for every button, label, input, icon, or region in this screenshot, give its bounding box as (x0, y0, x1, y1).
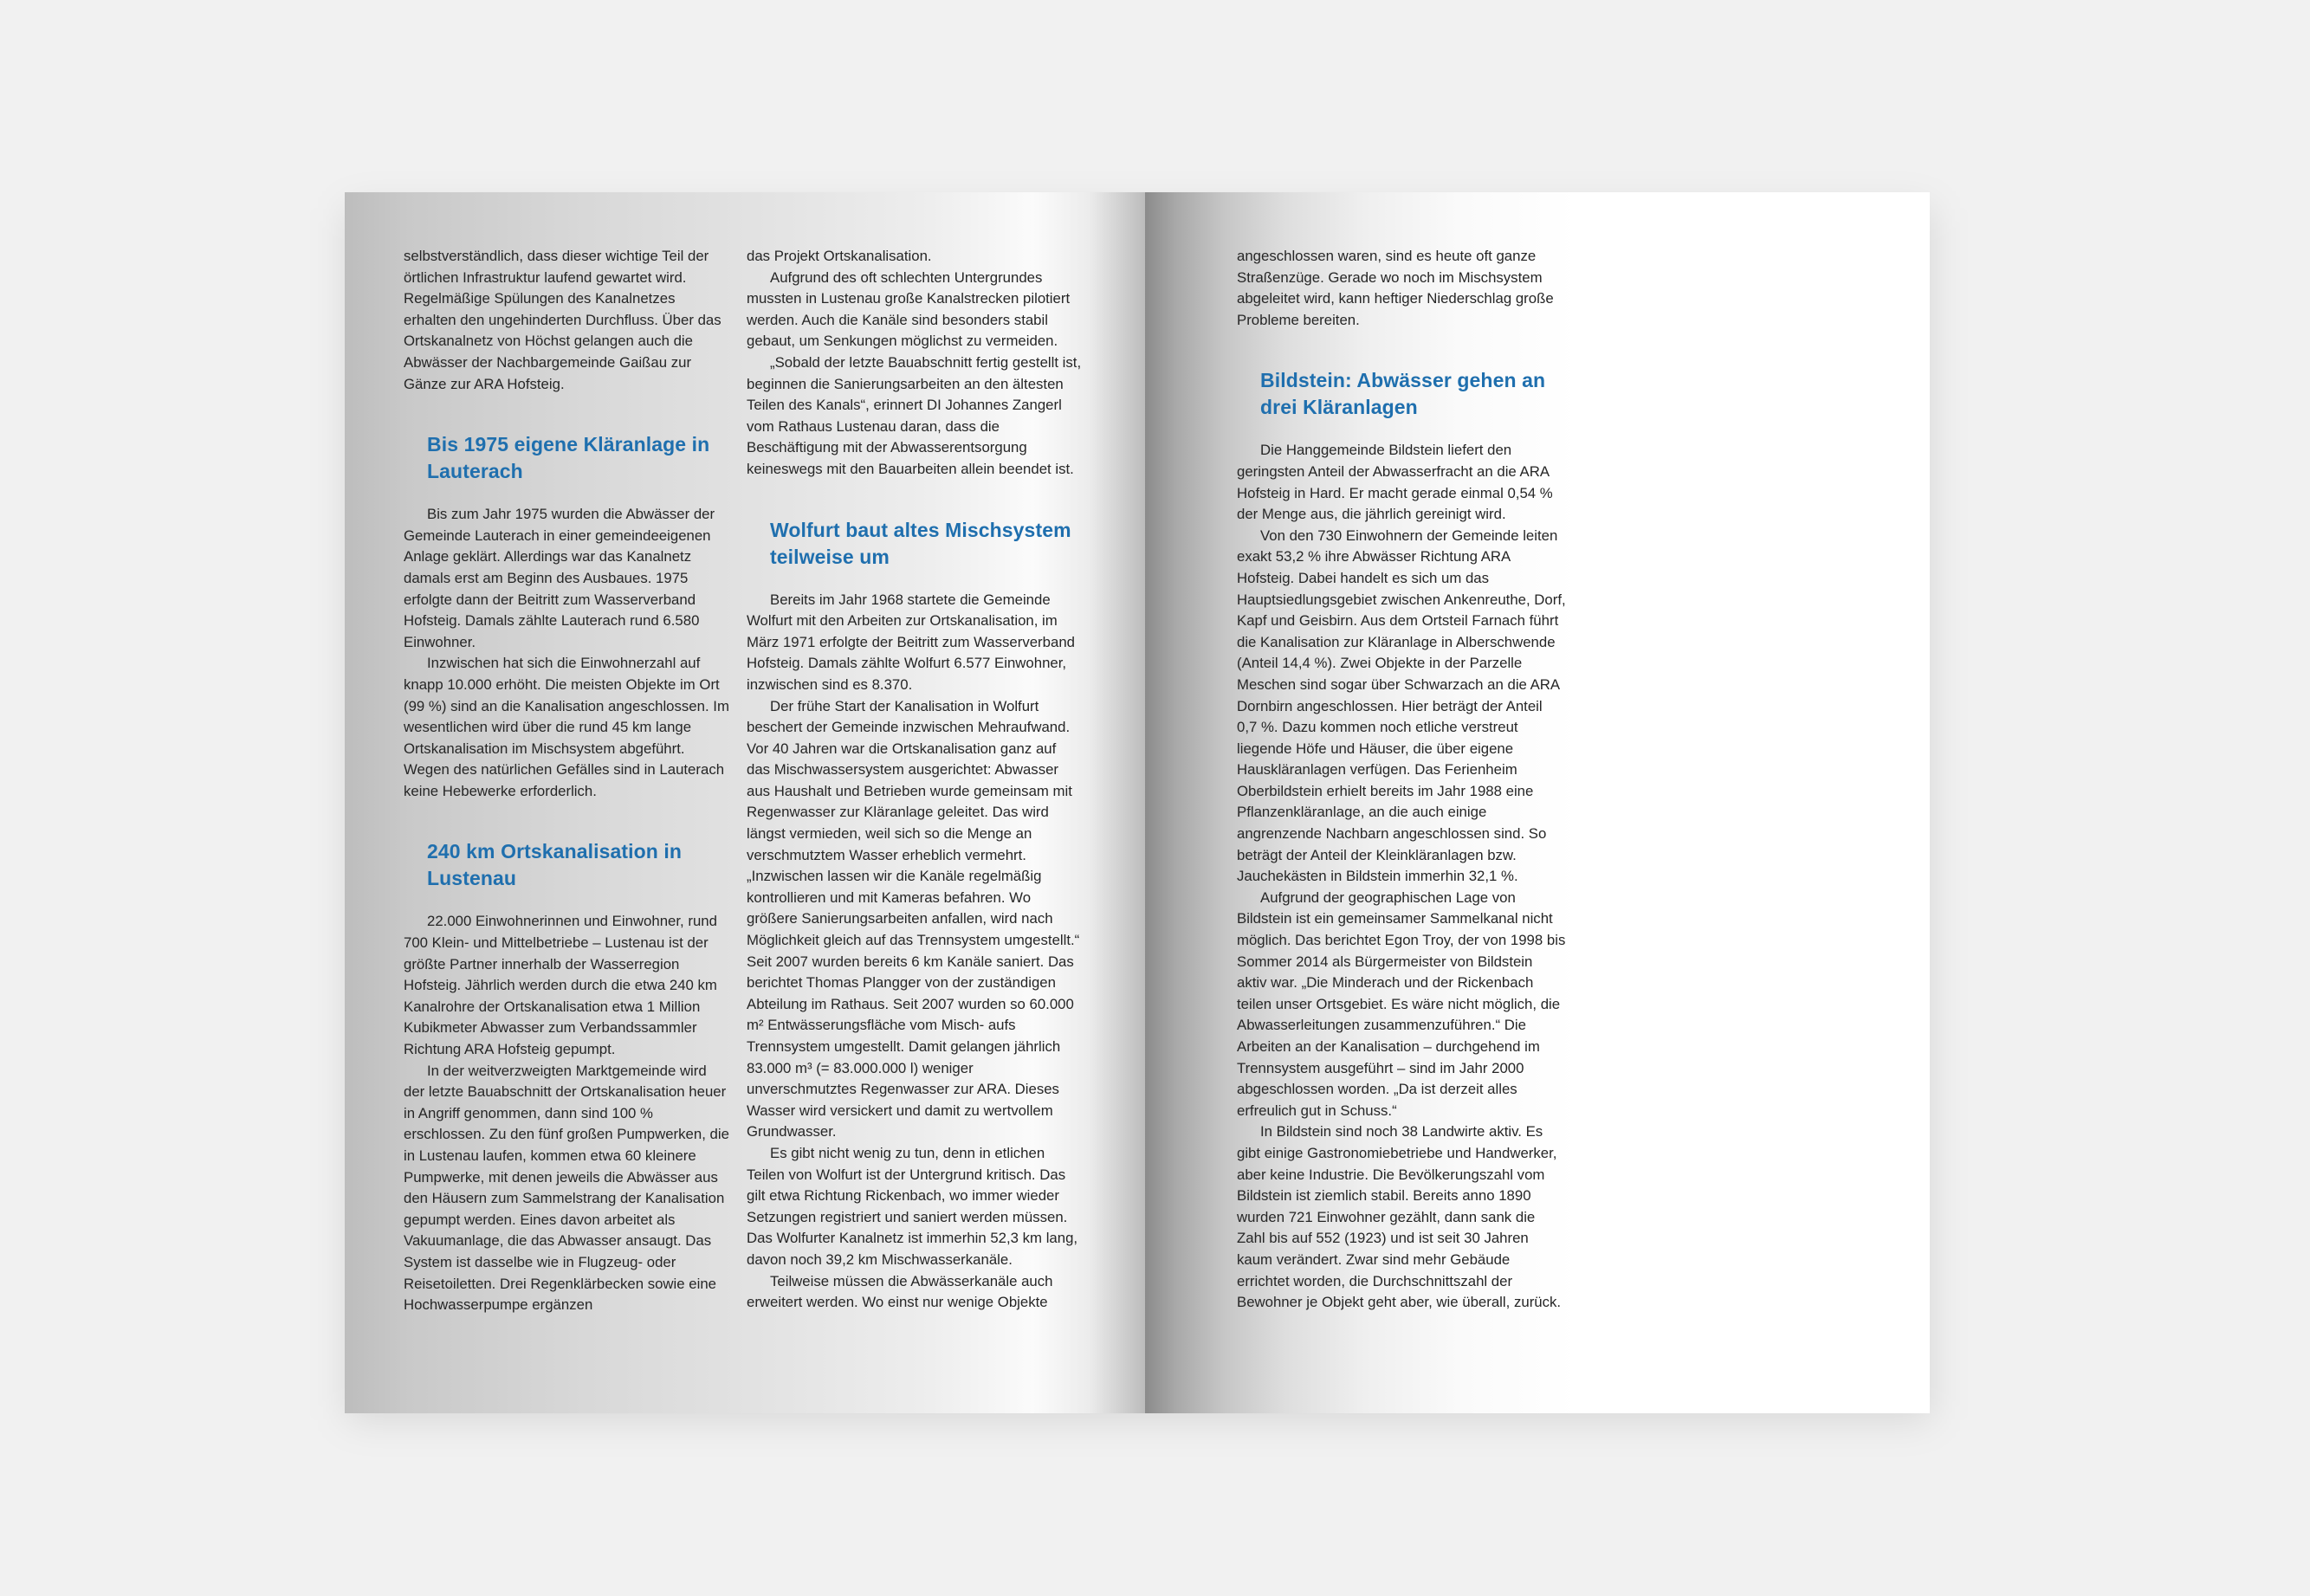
paragraph: Bereits im Jahr 1968 startete die Gemeinde Wolfurt mit den Arbeiten zur Ortskanalisation, im März 1971 erfolgte der Beitritt zum Wasserverband Hofsteig. Damals zählte Wolfurt 6.577 Einwohner, inzwischen sind es 8.370. (747, 591, 1075, 693)
left-page (345, 192, 1145, 1413)
heading-wolfurt: Wolfurt baut altes Mischsystem teilweise um (770, 518, 1071, 568)
paragraph: 22.000 Einwohnerinnen und Einwohner, rund 700 Klein- und Mittelbetriebe – Lustenau ist der größte Partner innerhalb der Wasserregion Hofsteig. Jährlich werden durch die etwa 240 km Kanalrohre der Ortskanalisation etwa 1 Million Kubikmeter Abwasser zum Verbandssammler Richtung ARA Hofsteig gepumpt. (404, 913, 717, 1058)
heading-lustenau: 240 km Ortskanalisation in Lustenau (427, 840, 683, 890)
paragraph: Der frühe Start der Kanalisation in Wolfurt beschert der Gemeinde inzwischen Mehraufwand. Vor 40 Jahren war die Ortskanalisation ganz auf das Mischwassersystem ausgerichtet: Abwasser aus Haushalt und Betrieben wurde gemeinsam mit Regenwasser zur Kläranlage geleitet. Das wird längst vermieden, weil sich so die Menge an verschmutztem Wasser erheblich vermehrt. „Inzwischen lassen wir die Kanäle regelmäßig kontrollieren und mit Kameras befahren. Wo größere Sanierungsarbeiten anfallen, wird nach Möglichkeit gleich auf das Trennsystem umgestellt.“ Seit 2007 wurden bereits 6 km Kanäle saniert. Das berichtet Thomas Plangger von der zuständigen Abteilung im Rathaus. Seit 2007 wurden so 60.000 m² Entwässerungsfläche vom Misch- aufs Trennsystem umgestellt. Damit gelangen jährlich 83.000 m³ (= 83.000.000 l) weniger unverschmutztes Regenwasser zur ARA. Dieses Wasser wird versickert und damit zu wertvollem Grundwasser. (747, 697, 1080, 1140)
paragraph: Aufgrund des oft schlechten Untergrundes mussten in Lustenau große Kanalstrecken pilotiert werden. Auch die Kanäle sind besonders stabil gebaut, um Senkungen möglichst zu vermeiden. (747, 268, 1071, 350)
heading-lauterach: Bis 1975 eigene Kläranlage in Lauterach (427, 433, 710, 483)
paragraph: In Bildstein sind noch 38 Landwirte aktiv. Es gibt einige Gastronomiebetriebe und Handwerker, aber keine Industrie. Die Bevölkerungszahl vom Bildstein ist ziemlich stabil. Bereits anno 1890 wurden 721 Einwohner gezählt, dann sank die Zahl bis auf 552 (1923) und ist seit 30 Jahren kaum verändert. Zwar sind mehr Gebäude errichtet worden, die Durchschnittszahl der Bewohner je Objekt geht aber, wie überall, zurück. (1237, 1123, 1562, 1311)
paragraph: Es gibt nicht wenig zu tun, denn in etlichen Teilen von Wolfurt ist der Untergrund kritisch. Das gilt etwa Richtung Rickenbach, wo immer wieder Setzungen registriert und saniert werden müssen. Das Wolfurter Kanalnetz ist immerhin 52,3 km lang, davon noch 39,2 km Mischwasserkanäle. (747, 1144, 1078, 1268)
right-page-column-1 (1237, 246, 1566, 1314)
right-page (1145, 192, 1930, 1413)
paragraph: Von den 730 Einwohnern der Gemeinde leiten exakt 53,2 % ihre Abwässer Richtung ARA Hofsteig. Dabei handelt es sich um das Hauptsiedlungsgebiet zwischen Ankenreuthe, Dorf, Kapf und Geisbirn. Aus dem Ortsteil Farnach führt die Kanalisation zur Kläranlage in Alberschwende (Anteil 14,4 %). Zwei Objekte in der Parzelle Meschen sind sogar über Schwarzach an die ARA Dornbirn angeschlossen. Hier beträgt der Anteil 0,7 %. Dazu kommen noch etliche verstreut liegende Höfe und Häuser, die über eigene Hauskläranlagen verfügen. Das Ferienheim Oberbildstein erhielt bereits im Jahr 1988 eine Pflanzenkläranlage, an die auch einige angrenzende Nachbarn angeschlossen sind. So beträgt der Anteil der Kleinkläranlagen bzw. Jauchekästen in Bildstein immerhin 32,1 %. (1237, 527, 1566, 885)
paragraph: Inzwischen hat sich die Einwohnerzahl auf knapp 10.000 erhöht. Die meisten Objekte im Ort (99 %) sind an die Kanalisation angeschlossen. Im wesentlichen wird über die rund 45 km lange Ortskanalisation im Mischsystem abgeführt. Wegen des natürlichen Gefälles sind in Lauterach keine Hebewerke erforderlich. (404, 655, 729, 799)
paragraph: selbstverständlich, dass dieser wichtige Teil der örtlichen Infrastruktur laufend gewartet wird. Regelmäßige Spülungen des Kanalnetzes erhalten den ungehinderten Durchfluss. Über das Ortskanalnetz von Höchst gelangen auch die Abwässer der Nachbargemeinde Gaißau zur Gänze zur ARA Hofsteig. (404, 248, 721, 392)
paragraph: In der weitverzweigten Marktgemeinde wird der letzte Bauabschnitt der Ortskanalisation heuer in Angriff genommen, dann sind 100 % erschlossen. Zu den fünf großen Pumpwerken, die in Lustenau laufen, kommen etwa 60 kleinere Pumpwerke, mit denen jeweils die Abwässer aus den Häusern zum Sammelstrang der Kanalisation gepumpt werden. Eines davon arbeitet als Vakuumanlage, die das Abwasser ansaugt. Das System ist dasselbe wie in Flugzeug- oder Reisetoiletten. Drei Regenklärbecken sowie eine Hochwasserpumpe ergänzen (404, 1062, 729, 1314)
paragraph: Aufgrund der geographischen Lage von Bildstein ist ein gemeinsamer Sammelkanal nicht möglich. Das berichtet Egon Troy, der von 1998 bis Sommer 2014 als Bürgermeister von Bildstein aktiv war. „Die Minderach und der Rickenbach teilen unser Ortsgebiet. Es wäre nicht möglich, die Abwasserleitungen zusammenzuführen.“ Die Arbeiten an der Kanalisation – durchgehend im Trennsystem ausgeführt – sind im Jahr 2000 abgeschlossen worden. „Da ist derzeit alles erfreulich gut in Schuss.“ (1237, 888, 1566, 1119)
paragraph: Bis zum Jahr 1975 wurden die Abwässer der Gemeinde Lauterach in einer gemeindeeigenen Anlage geklärt. Allerdings war das Kanalnetz damals erst am Beginn des Ausbaues. 1975 erfolgte dann der Beitritt zum Wasserverband Hofsteig. Damals zählte Lauterach rund 6.580 Einwohner. (404, 506, 715, 650)
left-page-column-2 (747, 246, 1083, 1314)
paragraph: Teilweise müssen die Abwässerkanäle auch erweitert werden. Wo einst nur wenige Objekte (747, 1272, 1053, 1311)
left-page-column-1 (404, 246, 731, 1316)
paragraph: Die Hanggemeinde Bildstein liefert den geringsten Anteil der Abwasserfracht an die ARA Hofsteig in Hard. Er macht gerade einmal 0,54 % der Menge aus, die jährlich gereinigt wird. (1237, 442, 1553, 523)
paragraph: angeschlossen waren, sind es heute oft ganze Straßenzüge. Gerade wo noch im Mischsystem abgeleitet wird, kann heftiger Niederschlag große Probleme bereiten. (1237, 248, 1554, 328)
paragraph: „Sobald der letzte Bauabschnitt fertig gestellt ist, beginnen die Sanierungsarbeiten an den ältesten Teilen des Kanals“, erinnert DI Johannes Zangerl vom Rathaus Lustenau daran, dass die Beschäftigung mit der Abwasserentsorgung keineswegs mit den Bauarbeiten allein beendet ist. (747, 353, 1082, 477)
paragraph: das Projekt Ortskanalisation. (747, 248, 932, 264)
heading-bildstein: Bildstein: Abwässer gehen an drei Kläranlagen (1260, 369, 1546, 419)
